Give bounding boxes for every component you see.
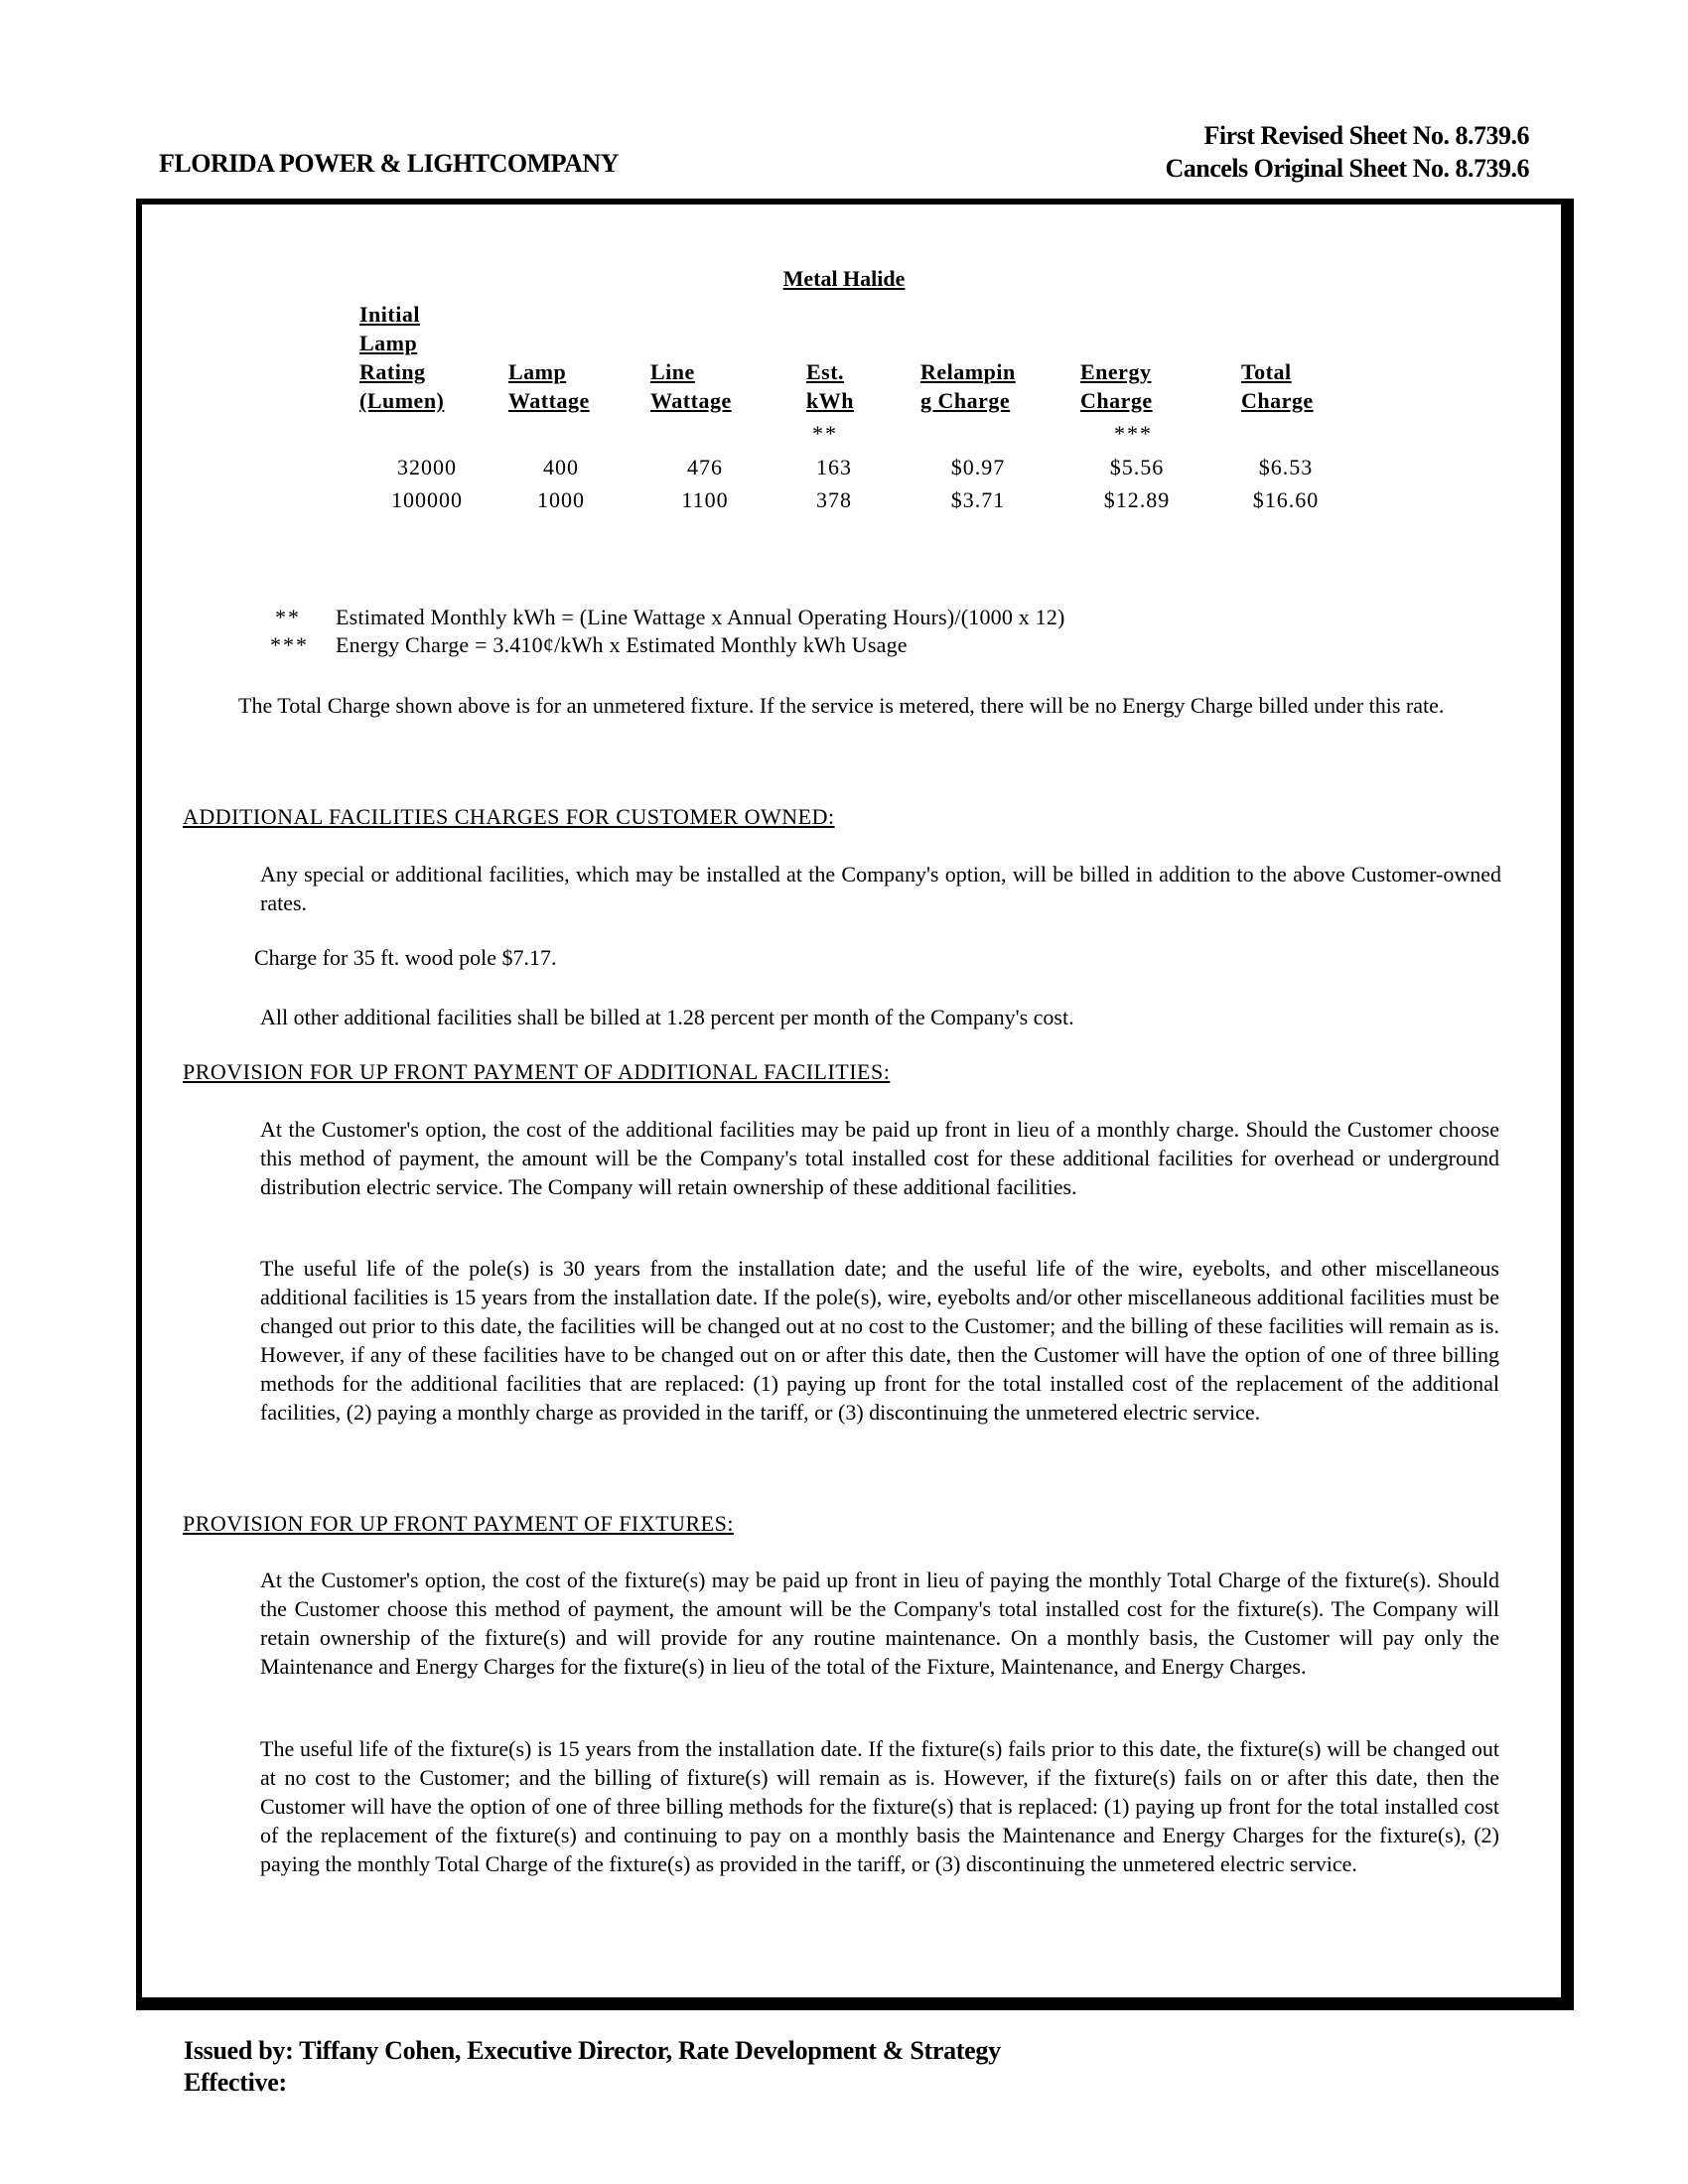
table-cell: 163 [816, 455, 852, 479]
other-facilities-rate: All other additional facilities shall be billed at 1.28 percent per month of the Company's cost. [260, 1005, 1074, 1029]
table-title: Metal Halide [782, 266, 906, 291]
table-cell: $12.89 [1103, 487, 1171, 512]
table-cell: $6.53 [1258, 455, 1314, 479]
issued-by-block [184, 2035, 1001, 2099]
footnote-text: Energy Charge = 3.410¢/kWh x Estimated Monthly kWh Usage [336, 632, 908, 657]
header-line: kWh [806, 388, 854, 413]
header-energy-charge [1080, 357, 1153, 415]
header-line: g Charge [920, 388, 1011, 413]
header-est-kwh [806, 357, 854, 415]
section-heading-upfront-fixtures: PROVISION FOR UP FRONT PAYMENT OF FIXTURES: [183, 1511, 734, 1536]
section-heading-additional-facilities: ADDITIONAL FACILITIES CHARGES FOR CUSTOMER OWNED: [183, 804, 835, 829]
table-cell: $0.97 [950, 455, 1006, 479]
total-charge-note: The Total Charge shown above is for an unmetered fixture. If the service is metered, there will be no Energy Charge billed under this rate. [238, 693, 1445, 718]
header-lamp-rating [359, 300, 444, 415]
header-line: Total [1241, 359, 1292, 384]
header-line: Energy [1080, 359, 1152, 384]
wood-pole-charge: Charge for 35 ft. wood pole $7.17. [254, 945, 557, 970]
effective-date-label: Effective: [184, 2068, 287, 2097]
sheet-number-block [1166, 119, 1530, 185]
table-cell: $16.60 [1252, 487, 1320, 512]
table-cell: 400 [543, 455, 579, 479]
header-line: Initial [359, 302, 420, 327]
footnote-text: Estimated Monthly kWh = (Line Wattage x Annual Operating Hours)/(1000 x 12) [336, 605, 1065, 629]
upfront-facilities-para: At the Customer's option, the cost of the additional facilities may be paid up front in lieu of a monthly charge. Should the Customer choose this method of payment, the amount will be the Company's total installed cost for these additional facilities for overhead or underground distribution electric service. The Company will retain ownership of these additional facilities. [260, 1117, 1499, 1199]
footnote-mark: ** [275, 605, 301, 629]
table-cell: $5.56 [1109, 455, 1165, 479]
kwh-footnote-mark: ** [812, 421, 838, 446]
header-line: Rating [359, 359, 426, 384]
header-line: (Lumen) [359, 388, 445, 413]
table-cell: 476 [687, 455, 723, 479]
company-name: FLORIDA POWER & LIGHTCOMPANY [159, 149, 619, 178]
table-cell: 378 [816, 487, 852, 512]
sheet-revision: First Revised Sheet No. 8.739.6 [1203, 121, 1529, 150]
table-cell: 32000 [397, 455, 457, 479]
table-cell: 100000 [391, 487, 463, 512]
header-line: Relampin [920, 359, 1016, 384]
table-cell: $3.71 [950, 487, 1006, 512]
table-cell: 1100 [681, 487, 729, 512]
header-total-charge [1241, 357, 1314, 415]
header-line: Lamp [508, 359, 567, 384]
header-line: Charge [1241, 388, 1314, 413]
upfront-fixtures-para: At the Customer's option, the cost of the fixture(s) may be paid up front in lieu of paying the monthly Total Charge of the fixture(s). Should the Customer choose this method of payment, the amount will be the Company's total installed cost for the fixture(s). The Company will retain ownership of the fixture(s) and will provide for any routine maintenance. On a monthly basis, the Customer will pay only the Maintenance and Energy Charges for the fixture(s) in lieu of the total of the Fixture, Maintenance, and Energy Charges. [260, 1568, 1499, 1679]
header-line: Wattage [508, 388, 590, 413]
footnote-mark: *** [270, 632, 309, 657]
header-lamp-wattage [508, 357, 590, 415]
header-line-wattage [650, 357, 732, 415]
energy-footnote-mark: *** [1114, 421, 1153, 446]
useful-life-fixture-para: The useful life of the fixture(s) is 15 years from the installation date. If the fixture(s) fails prior to this date, the fixture(s) will be changed out at no cost to the Customer; and the billing of fixture(s) will remain as is. However, if the fixture(s) fails on or after this date, then the Customer will have the option of one of three billing methods for the fixture(s) that is replaced: (1) paying up front for the total installed cost of the replacement of the fixture(s) and continuing to pay on a monthly basis the Maintenance and Energy Charges for the fixture(s), (2) paying the monthly Total Charge of the fixture(s) as provided in the tariff, or (3) discontinuing the unmetered electric service. [260, 1736, 1499, 1876]
additional-facilities-para: Any special or additional facilities, which may be installed at the Company's option, will be billed in addition to the above Customer-owned rates. [260, 862, 1501, 915]
header-line: Wattage [650, 388, 732, 413]
header-line: Line [650, 359, 695, 384]
issued-by: Issued by: Tiffany Cohen, Executive Director, Rate Development & Strategy [184, 2036, 1001, 2065]
header-line: Est. [806, 359, 845, 384]
useful-life-pole-para: The useful life of the pole(s) is 30 years from the installation date; and the useful life of the wire, eyebolts, and other miscellaneous additional facilities is 15 years from the installation date. If the pole(s), wire, eyebolts and/or other miscellaneous additional facilities must be changed out prior to this date, the facilities will be changed out at no cost to the Customer; and the billing of these facilities will remain as is. However, if any of these facilities have to be changed out on or after this date, then the Customer will have the option of one of three billing methods for the additional facilities that are replaced: (1) paying up front for the total installed cost of the replacement of the additional facilities, (2) paying a monthly charge as provided in the tariff, or (3) discontinuing the unmetered electric service. [260, 1256, 1499, 1425]
section-heading-upfront-facilities: PROVISION FOR UP FRONT PAYMENT OF ADDITIONAL FACILITIES: [183, 1059, 891, 1084]
header-relamping-charge [920, 357, 1016, 415]
header-line: Charge [1080, 388, 1153, 413]
header-line: Lamp [359, 331, 418, 355]
table-cell: 1000 [537, 487, 585, 512]
sheet-cancels: Cancels Original Sheet No. 8.739.6 [1165, 154, 1529, 183]
